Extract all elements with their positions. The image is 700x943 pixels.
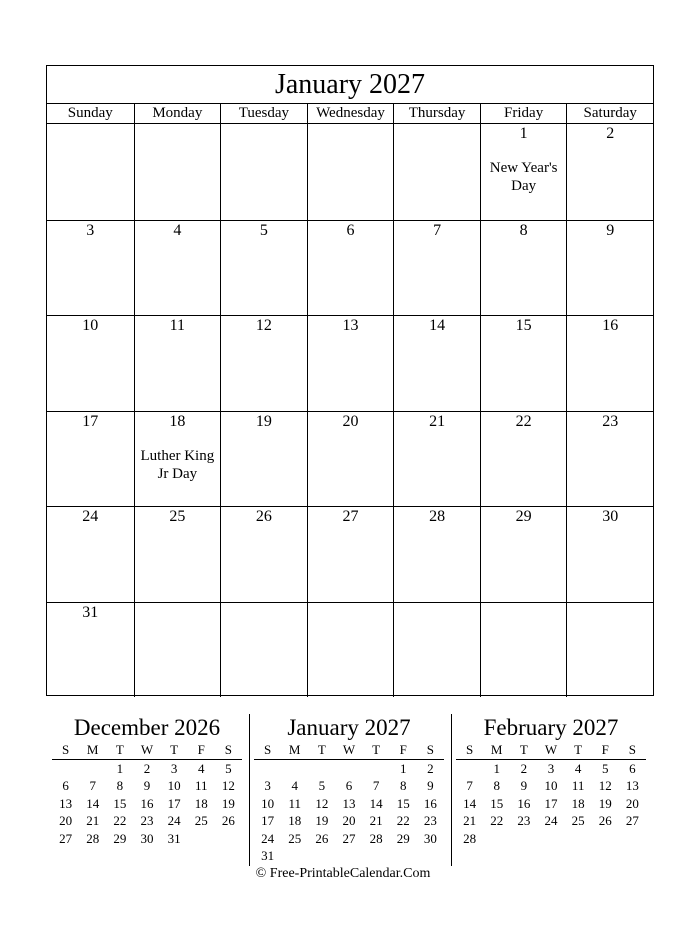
mini-day-number [79,760,106,777]
mini-weekday-label: W [544,742,558,757]
mini-day-number: 22 [490,813,504,829]
day-number: 24 [82,508,99,525]
day-cell [307,124,394,220]
mini-day-number [417,847,444,864]
day-cell [220,124,307,220]
mini-day-number: 8 [493,778,500,794]
mini-day-number: 18 [571,795,585,811]
mini-day-number [52,760,79,777]
day-cell [220,411,307,507]
weekday-friday: Friday [480,104,567,123]
mini-day-number: 29 [113,830,127,846]
day-cell [47,411,134,507]
mini-day-number: 10 [167,778,181,794]
mini-weekday-label: S [224,742,233,757]
day-number: 26 [255,508,272,525]
mini-day-number: 22 [113,813,127,829]
day-cell [307,411,394,507]
day-cell [47,506,134,602]
mini-day-number: 24 [167,813,181,829]
weekday-thursday: Thursday [393,104,480,123]
day-number: 25 [169,508,186,525]
mini-day-number [188,830,215,847]
mini-calendar-title: January 2027 [287,715,411,740]
mini-day-number: 4 [198,761,205,776]
mini-day-number: 16 [140,795,154,811]
mini-weekday-label: W [140,742,154,757]
mini-day-number: 4 [291,778,298,794]
day-cell [480,506,567,602]
mini-day-number: 3 [547,761,555,776]
mini-day-number: 17 [167,795,181,811]
day-cell [566,220,653,316]
mini-weekday-label: T [574,742,583,757]
mini-day-number [537,830,564,847]
day-cell [393,506,480,602]
mini-day-number: 15 [490,795,504,811]
mini-day-number: 1 [116,761,124,776]
mini-weekday-label: T [115,742,124,757]
mini-day-number: 6 [62,778,69,794]
mini-weekday-label: W [342,742,356,757]
mini-weekday-header [52,741,242,760]
day-number: 23 [602,412,619,430]
day-cell [47,124,134,220]
mini-day-number: 28 [463,830,477,846]
mini-weekday-label: T [170,742,179,757]
mini-weekday-label: S [628,742,637,757]
mini-day-number: 21 [463,813,477,829]
mini-day-number: 27 [625,813,639,829]
mini-day-number: 11 [195,778,208,794]
mini-day-number: 30 [140,830,154,846]
mini-day-number: 31 [167,830,181,846]
day-number: 15 [515,317,532,334]
mini-weekday-label: F [399,742,407,757]
mini-day-number: 24 [261,830,275,846]
mini-day-number: 23 [140,813,154,829]
divider [249,714,250,866]
mini-day-number: 30 [423,830,437,846]
mini-day-number [363,760,390,777]
day-number: 30 [602,508,619,525]
mini-weekday-label: S [465,742,474,757]
day-number: 1 [519,125,528,142]
mini-day-number [308,847,335,864]
day-number: 27 [342,508,359,525]
day-cell [393,315,480,411]
holiday-label: Luther King Jr Day [140,447,215,482]
day-cell [47,315,134,411]
mini-day-number [281,760,308,777]
mini-calendar-title: February 2027 [483,715,619,740]
day-cell [134,315,221,411]
mini-weekday-label: F [601,742,609,757]
mini-calendar-january-2027 [254,715,444,864]
day-number: 7 [433,221,442,239]
mini-day-number: 26 [315,830,329,846]
mini-weekday-label: T [372,742,381,757]
mini-day-number [565,830,592,847]
day-number: 16 [602,317,619,334]
mini-day-number: 28 [369,830,383,846]
mini-weekday-label: M [288,742,301,757]
day-number: 6 [346,221,355,239]
day-number: 12 [255,317,272,334]
day-cell [220,602,307,698]
day-number: 5 [259,221,268,239]
mini-day-number: 8 [400,778,407,794]
mini-day-number: 3 [264,778,271,794]
mini-day-number: 6 [629,761,636,776]
weekday-header-row [47,104,653,124]
mini-calendar-title: December 2026 [73,715,221,740]
day-cell [480,124,567,220]
mini-day-number: 5 [225,761,232,776]
day-cell [307,602,394,698]
mini-weekday-label: T [519,742,528,757]
day-number: 28 [429,508,446,525]
day-cell [480,220,567,316]
day-number: 19 [255,412,272,430]
mini-day-number: 11 [571,778,585,794]
day-cell [566,602,653,698]
mini-day-number: 7 [89,778,96,794]
mini-day-number: 8 [116,778,124,794]
day-number: 21 [429,412,446,430]
mini-day-number: 28 [86,830,100,846]
day-number: 20 [342,412,359,430]
holiday-label: New Year's Day [489,160,558,194]
mini-day-number: 22 [396,813,410,829]
mini-day-number: 4 [574,761,582,776]
mini-day-number: 13 [59,795,73,811]
copyright-footer: © Free-PrintableCalendar.Com [255,866,431,881]
mini-day-grid [254,760,444,864]
day-cell [480,315,567,411]
mini-day-number: 26 [221,813,235,829]
mini-weekday-label: S [263,742,272,757]
mini-day-number: 2 [427,761,434,776]
day-cell [220,220,307,316]
mini-day-number: 13 [625,778,639,794]
mini-day-number: 27 [342,830,356,846]
mini-day-number: 10 [261,795,275,811]
day-number: 10 [82,317,99,334]
day-cell [47,602,134,698]
day-cell [393,411,480,507]
weekday-wednesday: Wednesday [307,104,394,123]
mini-day-number: 19 [221,795,235,811]
day-number: 3 [86,221,95,239]
mini-day-number: 12 [598,778,612,794]
mini-day-number: 14 [369,795,383,811]
mini-day-number [483,830,510,847]
mini-day-number: 5 [318,778,326,794]
mini-day-number: 12 [315,795,329,811]
mini-weekday-label: S [61,742,70,757]
mini-day-number [592,830,619,847]
mini-day-number: 20 [342,813,356,829]
mini-weekday-label: M [490,742,503,757]
mini-day-number: 20 [625,795,639,811]
mini-day-number: 7 [372,778,380,794]
mini-day-number: 2 [520,761,528,776]
day-cell [134,602,221,698]
mini-day-number: 27 [59,830,73,846]
mini-day-number [308,760,335,777]
day-cell [134,220,221,316]
mini-weekday-label: F [197,742,205,757]
mini-day-number: 21 [86,813,100,829]
mini-day-number: 14 [86,795,100,811]
mini-day-number: 17 [544,795,558,811]
mini-weekday-label: M [86,742,99,757]
mini-day-number: 21 [369,813,383,829]
day-number: 17 [82,412,99,430]
main-calendar [46,65,654,696]
mini-day-number: 23 [517,813,531,829]
mini-day-number: 1 [400,761,407,776]
day-cell [307,220,394,316]
mini-calendar-december-2026 [52,715,242,847]
day-cell [566,315,653,411]
day-cell [220,506,307,602]
mini-day-number [619,830,646,847]
mini-day-number [281,847,308,864]
mini-day-number: 9 [520,778,528,794]
day-number: 22 [515,412,532,430]
mini-day-number [363,847,390,864]
day-cell [566,506,653,602]
mini-day-number: 29 [396,830,410,846]
mini-day-number: 10 [544,778,558,794]
day-grid [47,124,653,697]
mini-day-number: 31 [261,847,275,863]
day-number: 2 [606,125,615,142]
mini-day-number: 17 [261,813,275,829]
mini-day-number: 15 [113,795,127,811]
weekday-monday: Monday [134,104,221,123]
mini-day-number: 6 [345,778,353,794]
mini-day-number: 18 [194,795,208,811]
mini-weekday-header [456,741,646,760]
mini-day-number [456,760,483,777]
mini-day-number [215,830,242,847]
mini-day-number: 12 [221,778,235,794]
mini-day-number [335,847,362,864]
day-number: 31 [82,603,99,621]
mini-day-number: 18 [288,813,302,829]
mini-day-number: 16 [423,795,437,811]
day-cell [393,124,480,220]
mini-day-number: 25 [194,813,208,829]
mini-day-number: 2 [143,761,151,776]
mini-day-number: 25 [571,813,585,829]
mini-weekday-label: T [317,742,326,757]
mini-day-number [510,830,537,847]
day-number: 11 [169,317,186,334]
mini-day-number [390,847,417,864]
mini-weekday-label: S [426,742,435,757]
mini-day-number: 19 [598,795,612,811]
day-number: 8 [519,221,528,239]
mini-day-number: 1 [493,761,500,776]
mini-day-number: 14 [463,795,477,811]
mini-day-number: 7 [466,778,473,794]
mini-calendar-february-2027 [456,715,646,847]
mini-day-number: 23 [423,813,437,829]
day-cell [566,124,653,220]
mini-day-number: 20 [59,813,73,829]
divider [451,714,452,866]
day-cell [307,315,394,411]
mini-day-number [335,760,362,777]
day-cell [220,315,307,411]
mini-day-number: 5 [602,761,609,776]
weekday-sunday: Sunday [67,105,113,121]
mini-day-number: 3 [170,761,178,776]
weekday-saturday: Saturday [566,104,653,123]
mini-day-grid [456,760,646,847]
weekday-tuesday: Tuesday [220,104,307,123]
mini-day-number: 16 [517,795,531,811]
mini-day-number: 19 [315,813,329,829]
mini-weekday-header [254,741,444,760]
day-cell [134,411,221,507]
mini-day-grid [52,760,242,847]
day-cell [47,220,134,316]
day-cell [480,411,567,507]
mini-day-number: 9 [427,778,434,794]
mini-day-number [254,760,281,777]
day-cell [480,602,567,698]
mini-day-number: 9 [143,778,151,794]
day-cell [307,506,394,602]
day-cell [393,220,480,316]
day-cell [566,411,653,507]
day-number: 18 [169,412,186,430]
day-cell [134,124,221,220]
day-cell [393,602,480,698]
day-number: 4 [173,221,182,239]
mini-day-number: 11 [288,795,301,811]
mini-day-number: 15 [396,795,410,811]
day-cell [134,506,221,602]
day-number: 29 [515,508,532,525]
mini-day-number: 25 [288,830,302,846]
mini-day-number: 24 [544,813,558,829]
day-number: 14 [429,317,446,334]
day-number: 13 [342,317,359,334]
month-title: January 2027 [47,66,653,104]
mini-day-number: 13 [342,795,356,811]
day-number: 9 [606,221,615,239]
mini-day-number: 26 [598,813,612,829]
